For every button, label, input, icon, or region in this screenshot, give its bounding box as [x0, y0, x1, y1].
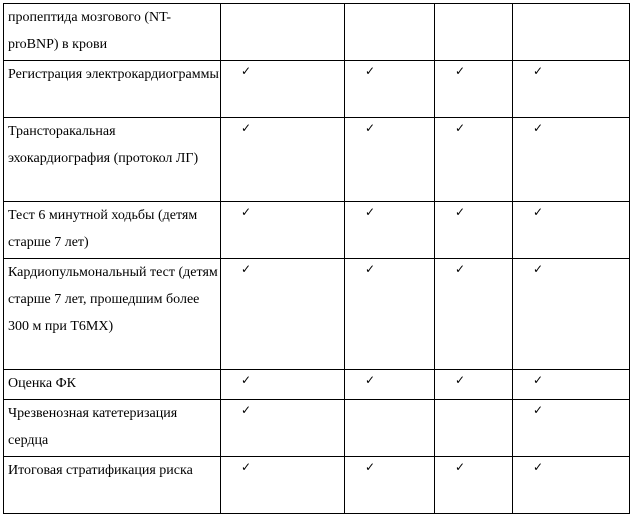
check-cell: [513, 259, 630, 370]
check-cell: [513, 4, 630, 61]
checkmark-icon: ✓: [533, 205, 544, 219]
checkmark-icon: ✓: [455, 262, 466, 276]
row-label: пропептида мозгового (NT-proBNP) в крови: [8, 10, 172, 52]
table-row: [4, 400, 630, 457]
check-cell: [345, 400, 435, 457]
check-cell: [221, 259, 345, 370]
checkmark-icon: ✓: [241, 64, 252, 78]
checkmark-icon: ✓: [365, 373, 376, 387]
row-label-cell: [4, 259, 221, 370]
row-label-cell: [4, 370, 221, 400]
row-label-cell: [4, 4, 221, 61]
row-label-cell: [4, 400, 221, 457]
row-label-cell: [4, 61, 221, 118]
row-label: Трансторакальная эхокардиография (протокол ЛГ): [8, 124, 199, 166]
check-cell: [221, 370, 345, 400]
check-cell: [513, 202, 630, 259]
checkmark-icon: ✓: [365, 64, 376, 78]
row-label: Чрезвенозная катетеризация сердца: [8, 406, 178, 448]
check-cell: [345, 370, 435, 400]
check-cell: [513, 457, 630, 514]
examination-schedule-table: [3, 3, 630, 514]
table-body: [4, 4, 630, 514]
check-cell: [435, 202, 513, 259]
row-label: Кардиопульмональный тест (детям старше 7 лет, прошедшим более 300 м при Т6МХ): [8, 265, 218, 334]
checkmark-icon: ✓: [533, 460, 544, 474]
check-cell: [435, 457, 513, 514]
row-label-cell: [4, 202, 221, 259]
checkmark-icon: ✓: [533, 121, 544, 135]
checkmark-icon: ✓: [241, 205, 252, 219]
checkmark-icon: ✓: [241, 403, 252, 417]
row-label: Регистрация электрокардиограммы: [8, 67, 219, 82]
checkmark-icon: ✓: [365, 205, 376, 219]
checkmark-icon: ✓: [455, 64, 466, 78]
table-row: [4, 118, 630, 202]
check-cell: [435, 4, 513, 61]
checkmark-icon: ✓: [455, 373, 466, 387]
checkmark-icon: ✓: [241, 460, 252, 474]
check-cell: [345, 4, 435, 61]
check-cell: [513, 400, 630, 457]
row-label: Оценка ФК: [8, 376, 77, 391]
table-row: [4, 61, 630, 118]
checkmark-icon: ✓: [241, 262, 252, 276]
check-cell: [513, 118, 630, 202]
checkmark-icon: ✓: [365, 460, 376, 474]
check-cell: [345, 61, 435, 118]
row-label-cell: [4, 457, 221, 514]
check-cell: [435, 400, 513, 457]
check-cell: [513, 370, 630, 400]
check-cell: [345, 202, 435, 259]
row-label: Итоговая стратификация риска: [8, 463, 193, 478]
checkmark-icon: ✓: [533, 64, 544, 78]
table-row: [4, 370, 630, 400]
row-label-cell: [4, 118, 221, 202]
check-cell: [221, 4, 345, 61]
check-cell: [221, 202, 345, 259]
check-cell: [435, 118, 513, 202]
checkmark-icon: ✓: [533, 403, 544, 417]
checkmark-icon: ✓: [533, 373, 544, 387]
check-cell: [435, 61, 513, 118]
checkmark-icon: ✓: [241, 121, 252, 135]
check-cell: [221, 118, 345, 202]
check-cell: [513, 61, 630, 118]
table-row: [4, 259, 630, 370]
checkmark-icon: ✓: [533, 262, 544, 276]
check-cell: [221, 457, 345, 514]
check-cell: [345, 118, 435, 202]
row-label: Тест 6 минутной ходьбы (детям старше 7 лет): [8, 208, 198, 250]
checkmark-icon: ✓: [455, 205, 466, 219]
table-row: [4, 4, 630, 61]
check-cell: [435, 370, 513, 400]
table-row: [4, 202, 630, 259]
table-row: [4, 457, 630, 514]
check-cell: [345, 259, 435, 370]
checkmark-icon: ✓: [365, 262, 376, 276]
check-cell: [435, 259, 513, 370]
checkmark-icon: ✓: [241, 373, 252, 387]
checkmark-icon: ✓: [365, 121, 376, 135]
checkmark-icon: ✓: [455, 121, 466, 135]
checkmark-icon: ✓: [455, 460, 466, 474]
check-cell: [345, 457, 435, 514]
check-cell: [221, 61, 345, 118]
check-cell: [221, 400, 345, 457]
